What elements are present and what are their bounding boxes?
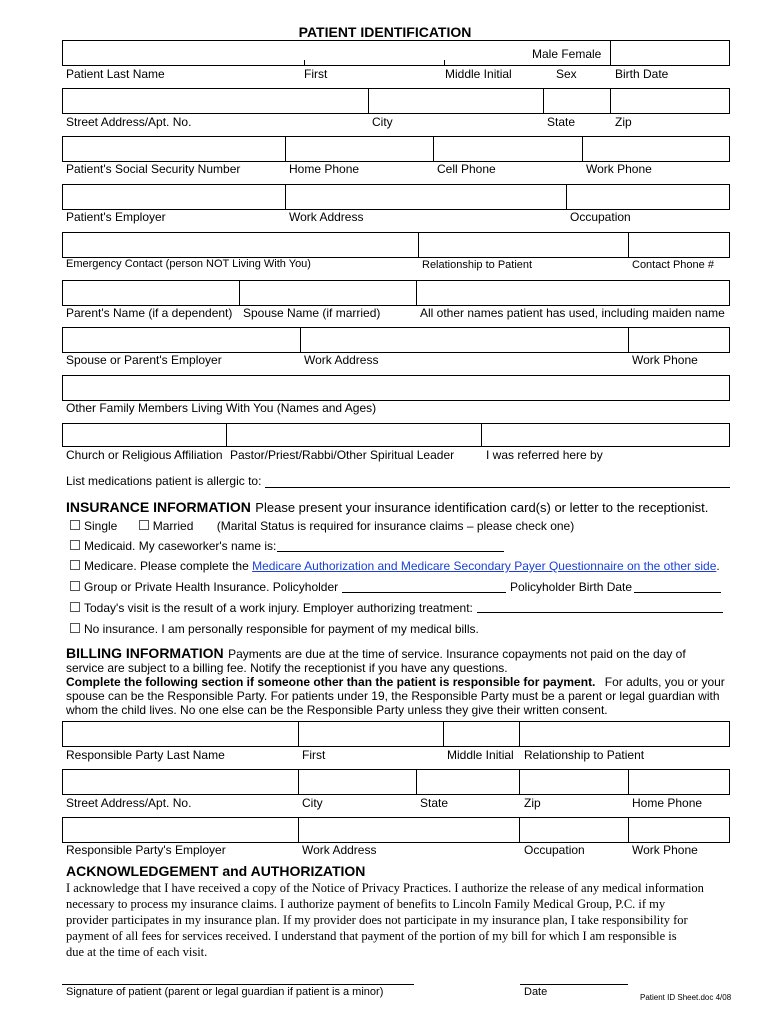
- married-label: Married: [152, 519, 194, 533]
- divider: [298, 721, 299, 747]
- page-title: PATIENT IDENTIFICATION: [298, 24, 472, 40]
- label-work-phone: Work Phone: [586, 162, 652, 176]
- work-injury-row: [70, 601, 473, 615]
- ack-line-5: due at the time of each visit.: [66, 945, 208, 959]
- medicare-label: Medicare. Please complete the: [84, 559, 249, 573]
- label-emergency-contact: Emergency Contact (person NOT Living With You): [66, 258, 311, 270]
- single-label: Single: [84, 519, 118, 533]
- responsible-address-field[interactable]: [62, 769, 730, 795]
- label-employer: Patient's Employer: [66, 210, 166, 224]
- label-first: First: [304, 67, 328, 81]
- label-rp-city: City: [302, 796, 323, 810]
- employer-authorizing-line[interactable]: [477, 612, 723, 613]
- no-insurance-row: [70, 622, 479, 636]
- divider: [416, 769, 417, 795]
- divider: [628, 817, 629, 843]
- divider: [628, 769, 629, 795]
- responsible-name-field[interactable]: [62, 721, 730, 747]
- divider: [368, 88, 369, 114]
- divider: [610, 40, 611, 66]
- billing-heading: BILLING INFORMATION: [66, 645, 224, 661]
- label-rp-last-name: Responsible Party Last Name: [66, 748, 225, 762]
- label-street: Street Address/Apt. No.: [66, 115, 192, 129]
- date-line[interactable]: [520, 984, 628, 985]
- label-ssn: Patient's Social Security Number: [66, 162, 241, 176]
- footer-doc-id: Patient ID Sheet.doc 4/08: [640, 993, 732, 1002]
- names-field[interactable]: [62, 280, 730, 306]
- marital-row: [70, 519, 574, 533]
- allergies-line[interactable]: [265, 487, 730, 488]
- billing-bold: Complete the following section if someone other than the patient is responsible for payment.: [66, 675, 596, 689]
- date-label: Date: [524, 986, 548, 998]
- employer-field[interactable]: [62, 184, 730, 210]
- label-rp-work-address: Work Address: [302, 843, 377, 857]
- ack-line-4: payment of all fees for services received. I understand that payment of the portion of my bill for which I am responsible is: [66, 929, 677, 943]
- label-zip: Zip: [615, 115, 632, 129]
- divider: [285, 184, 286, 210]
- divider: [226, 423, 227, 447]
- married-checkbox[interactable]: [139, 520, 149, 530]
- no-insurance-label: No insurance. I am personally responsible for payment of my medical bills.: [84, 622, 479, 636]
- medicaid-checkbox[interactable]: [70, 540, 80, 550]
- divider: [300, 327, 301, 353]
- divider: [610, 88, 611, 114]
- medicaid-label: Medicaid. My caseworker's name is:: [84, 539, 277, 553]
- religious-field[interactable]: [62, 423, 730, 447]
- billing-text-1: Payments are due at the time of service. Insurance copayments not paid on the day of: [228, 647, 686, 661]
- medicare-checkbox[interactable]: [70, 560, 80, 570]
- policyholder-dob-line[interactable]: [634, 592, 721, 593]
- ssn-phone-field[interactable]: [62, 136, 730, 162]
- work-injury-label: Today's visit is the result of a work injury. Employer authorizing treatment:: [84, 601, 473, 615]
- label-state: State: [547, 115, 576, 129]
- divider: [418, 232, 419, 258]
- divider: [481, 423, 482, 447]
- divider: [416, 280, 417, 306]
- label-city: City: [372, 115, 393, 129]
- label-allergies: List medications patient is allergic to:: [66, 474, 262, 488]
- label-pastor: Pastor/Priest/Rabbi/Other Spiritual Leader: [230, 448, 455, 462]
- label-rp-state: State: [420, 796, 449, 810]
- divider: [519, 721, 520, 747]
- divider: [628, 232, 629, 258]
- label-other-names: All other names patient has used, including maiden name: [420, 306, 725, 320]
- medicare-period: .: [716, 559, 720, 573]
- label-last-name: Patient Last Name: [66, 67, 165, 81]
- insurance-heading-row: [66, 499, 708, 517]
- group-label: Group or Private Health Insurance. Policyholder: [84, 580, 339, 594]
- policyholder-dob-label: Policyholder Birth Date: [510, 580, 633, 594]
- label-cell-phone: Cell Phone: [437, 162, 496, 176]
- signature-label: Signature of patient (parent or legal guardian if patient is a minor): [66, 986, 384, 998]
- ack-heading: ACKNOWLEDGEMENT and AUTHORIZATION: [66, 863, 366, 879]
- label-sex: Sex: [556, 67, 577, 81]
- label-rp-relationship: Relationship to Patient: [524, 748, 645, 762]
- divider: [582, 136, 583, 162]
- divider: [543, 88, 544, 114]
- label-parent-name: Parent's Name (if a dependent): [66, 306, 233, 320]
- label-work-phone-2: Work Phone: [632, 353, 698, 367]
- divider: [443, 721, 444, 747]
- divider: [566, 184, 567, 210]
- sex-options[interactable]: Male Female: [532, 47, 602, 61]
- insurance-heading: INSURANCE INFORMATION: [66, 499, 251, 515]
- label-rp-first: First: [302, 748, 326, 762]
- label-birth-date: Birth Date: [615, 67, 669, 81]
- billing-text-5: whom the child lives. No one else can be the Responsible Party unless they give their written consent.: [66, 703, 608, 717]
- ack-line-3: provider participates in my insurance plan. If my provider does not participate in my insurance plan, I take responsibility for: [66, 913, 688, 927]
- medicare-row: [70, 559, 720, 573]
- group-checkbox[interactable]: [70, 581, 80, 591]
- divider: [519, 817, 520, 843]
- label-church: Church or Religious Affiliation: [66, 448, 223, 462]
- patient-name-field[interactable]: [62, 40, 730, 66]
- single-checkbox[interactable]: [70, 520, 80, 530]
- label-work-address: Work Address: [289, 210, 364, 224]
- divider: [433, 136, 434, 162]
- divider: [519, 769, 520, 795]
- billing-line3: [66, 675, 725, 689]
- divider: [298, 817, 299, 843]
- label-family-members: Other Family Members Living With You (Names and Ages): [66, 401, 377, 415]
- label-middle-initial: Middle Initial: [445, 67, 512, 81]
- spouse-employer-field[interactable]: [62, 327, 730, 353]
- label-rp-home-phone: Home Phone: [632, 796, 703, 810]
- divider: [298, 769, 299, 795]
- label-rp-occupation: Occupation: [524, 843, 585, 857]
- divider: [304, 60, 305, 66]
- family-members-field[interactable]: [62, 375, 730, 401]
- label-relationship: Relationship to Patient: [422, 259, 533, 271]
- label-rp-zip: Zip: [524, 796, 541, 810]
- policyholder-line[interactable]: [342, 592, 506, 593]
- insurance-subheading: Please present your insurance identification card(s) or letter to the receptionist.: [255, 500, 709, 515]
- billing-text-3: For adults, you or your: [604, 675, 725, 689]
- caseworker-line[interactable]: [277, 551, 504, 552]
- address-field[interactable]: [62, 88, 730, 114]
- label-work-address-2: Work Address: [304, 353, 379, 367]
- divider: [444, 60, 445, 66]
- label-spouse-name: Spouse Name (if married): [243, 306, 381, 320]
- medicaid-row: [70, 539, 276, 553]
- divider: [285, 136, 286, 162]
- responsible-employer-field[interactable]: [62, 817, 730, 843]
- marital-note: (Marital Status is required for insurance claims – please check one): [216, 519, 575, 533]
- label-occupation: Occupation: [570, 210, 631, 224]
- emergency-contact-field[interactable]: [62, 232, 730, 258]
- work-injury-checkbox[interactable]: [70, 602, 80, 612]
- billing-text-4: spouse can be the Responsible Party. For patients under 19, the Responsible Party must be a parent or legal guardian with: [66, 689, 720, 703]
- label-rp-work-phone: Work Phone: [632, 843, 698, 857]
- billing-text-2: service are subject to a billing fee. Notify the receptionist if you have any questions.: [66, 661, 508, 675]
- divider: [628, 327, 629, 353]
- no-insurance-checkbox[interactable]: [70, 623, 80, 633]
- divider: [239, 280, 240, 306]
- label-contact-phone: Contact Phone #: [632, 259, 714, 271]
- group-row: [70, 580, 338, 594]
- ack-line-1: I acknowledge that I have received a copy of the Notice of Privacy Practices. I authorize the release of any medical information: [66, 881, 704, 895]
- label-rp-employer: Responsible Party's Employer: [66, 843, 226, 857]
- label-referred-by: I was referred here by: [486, 448, 603, 462]
- label-spouse-employer: Spouse or Parent's Employer: [66, 353, 222, 367]
- label-home-phone: Home Phone: [289, 162, 360, 176]
- label-rp-street: Street Address/Apt. No.: [66, 796, 192, 810]
- medicare-link[interactable]: Medicare Authorization and Medicare Secondary Payer Questionnaire on the other side: [252, 559, 717, 573]
- label-rp-middle: Middle Initial: [447, 748, 514, 762]
- ack-line-2: necessary to process my insurance claims. I authorize payment of benefits to Lincoln Family Medical Group, P.C. if my: [66, 897, 666, 911]
- signature-line[interactable]: [62, 984, 414, 985]
